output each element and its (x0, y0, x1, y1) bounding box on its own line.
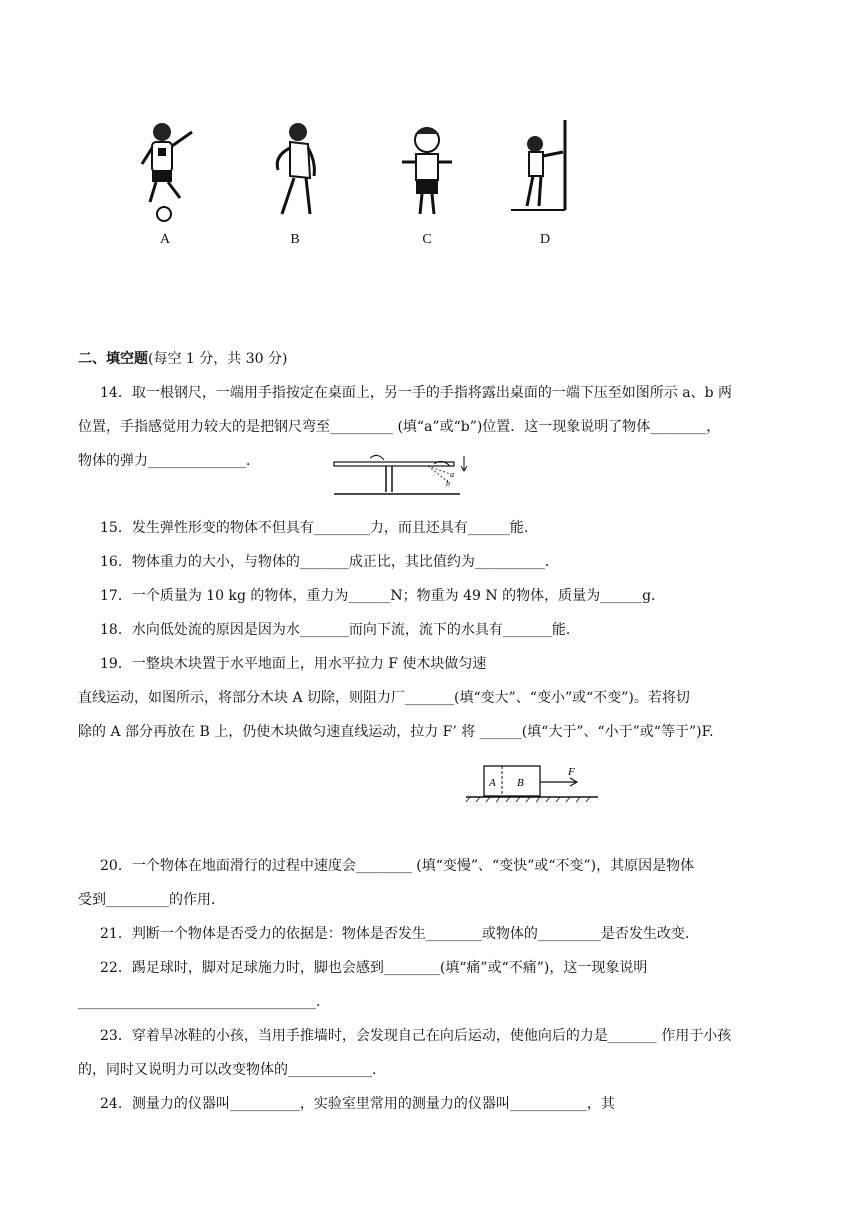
figure-b-label: B (290, 232, 300, 247)
section-heading-rest: (每空 1 分，共 30 分) (148, 351, 288, 367)
q17-text: 17．一个质量为 10 kg 的物体，重力为______N；物重为 49 N 的物体，质量为______g． (100, 588, 666, 604)
q14-ruler-figure (330, 452, 470, 500)
figure-b (250, 118, 340, 248)
q19-line1: 19．一整块木块置于水平地面上，用水平拉力 F 使木块做匀速 (100, 656, 487, 672)
figure-a-label: A (159, 232, 171, 247)
section-heading-bold: 二、填空题 (78, 351, 148, 367)
q20-line1: 20．一个物体在地面滑行的过程中速度会________ (填“变慢”、“变快”或“不变”)，其原因是物体 (100, 858, 695, 874)
q21-text: 21．判断一个物体是否受力的依据是：物体是否发生________或物体的_________是否发生改变. (100, 926, 690, 942)
figure-c-label: C (422, 232, 432, 247)
q19-fig-label-f: F (568, 766, 575, 778)
q22-line1: 22．踢足球时，脚对足球施力时，脚也会感到________(填“痛”或“不痛”)，这一现象说明 (100, 960, 648, 976)
figure-d-label: D (539, 232, 551, 247)
q23-line2: 的，同时又说明力可以改变物体的____________. (78, 1062, 377, 1078)
q22-line2: __________________________________. (78, 994, 321, 1010)
section-heading (78, 348, 287, 368)
q14-line1: 14．取一根钢尺，一端用手指按定在桌面上，另一手的手指将露出桌面的一端下压至如图所示 a、b 两 (100, 385, 733, 401)
q15-text: 15．发生弹性形变的物体不但具有________力，而且还具有______能． (100, 520, 538, 536)
boy-flexing-arms-icon (392, 118, 462, 226)
figure-row (120, 118, 600, 248)
q19-fig-label-b: B (517, 777, 524, 789)
q14-fig-label-b: b (446, 479, 450, 488)
q19-line3: 除的 A 部分再放在 B 上，仍使木块做匀速直线运动，拉力 F’ 将 ______(填“大于”、“小于”或“等于”)F. (78, 724, 714, 740)
q23-line1: 23．穿着旱冰鞋的小孩，当用手推墙时，会发现自己在向后运动，使他向后的力是_______ 作用于小孩 (100, 1028, 732, 1044)
q16-text: 16．物体重力的大小，与物体的_______成正比，其比值约为__________． (100, 554, 559, 570)
q24-text: 24．测量力的仪器叫__________，实验室里常用的测量力的仪器叫___________，其 (100, 1096, 615, 1112)
q14-fig-label-a: a (450, 470, 454, 479)
q14-line2: 位置，手指感觉用力较大的是把钢尺弯至_________ (填“a”或“b”)位置．这一现象说明了物体________， (78, 419, 721, 435)
q19-block-figure (462, 762, 602, 804)
figure-c (382, 118, 472, 248)
q19-line2: 直线运动，如图所示，将部分木块 A 切除，则阻力厂_______(填“变大”、“变小”或“不变”)。若将切 (78, 690, 690, 706)
boy-pushing-wall-icon (505, 118, 585, 226)
figure-d (500, 118, 590, 248)
q19-fig-label-a: A (489, 777, 496, 789)
q20-line2: 受到_________的作用． (78, 892, 225, 908)
boy-leaning-icon (260, 118, 330, 226)
q14-line3: 物体的弹力______________． (78, 453, 260, 469)
boy-kicking-ball-icon (130, 118, 200, 226)
q18-text: 18．水向低处流的原因是因为水_______而向下流，流下的水具有_______能． (100, 622, 580, 638)
figure-a (120, 118, 210, 248)
